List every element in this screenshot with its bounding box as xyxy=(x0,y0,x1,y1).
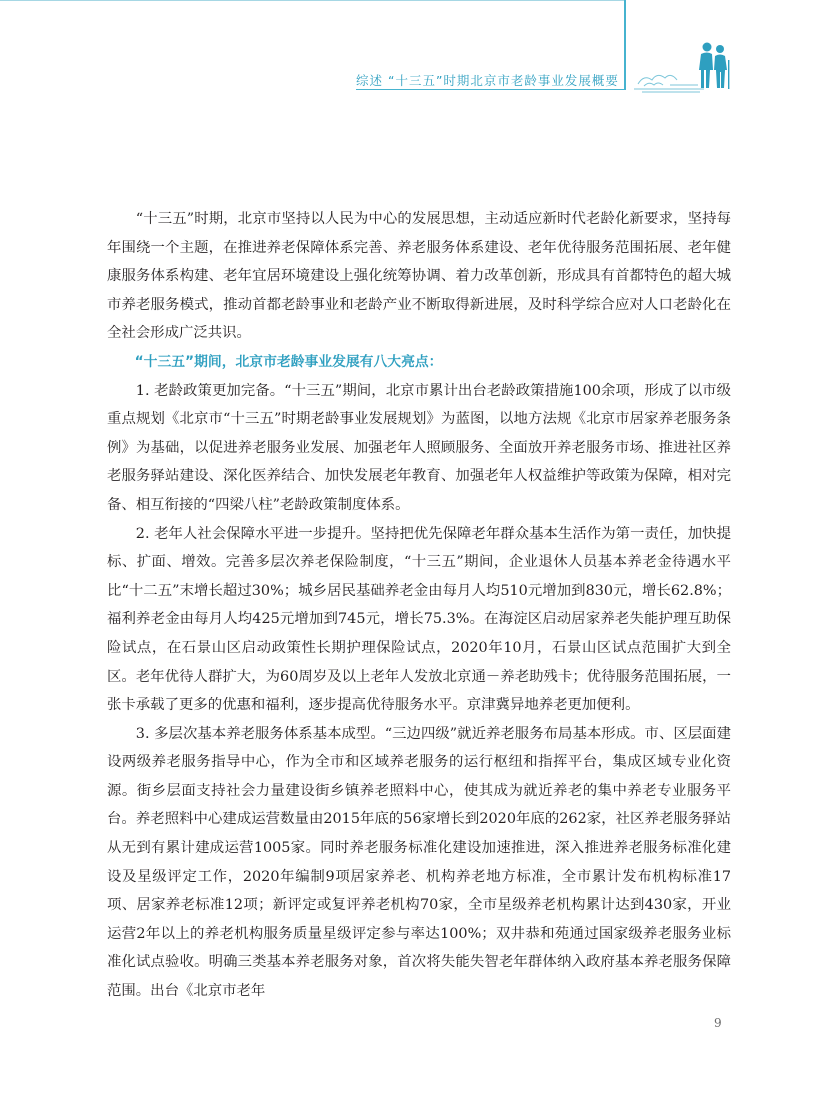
elderly-couple-icon xyxy=(696,40,732,90)
paragraph-intro: “十三五”时期，北京市坚持以人民为中心的发展思想，主动适应新时代老龄化新要求，坚持每年围绕一个主题，在推进养老保障体系完善、养老服务体系建设、老年优待服务范围拓展、老年健康服务体系构建、老年宜居环境建设上强化统筹协调、着力改革创新，形成具有首都特色的超大城市养老服务模式，推动首都老龄事业和老龄产业不断取得新进展，及时科学综合应对人口老龄化在全社会形成广泛共识。 xyxy=(107,211,731,342)
header-vertical-rule xyxy=(624,0,626,90)
cloud-ornament-icon xyxy=(634,64,704,94)
paragraph-highlight-3: 3. 多层次基本养老服务体系基本成型。“三边四级”就近养老服务布局基本形成。市、区层面建设两级养老服务指导中心，作为全市和区域养老服务的运行枢纽和指挥平台，集成区域专业化资源。街乡层面支持社会力量建设街乡镇养老照料中心，使其成为就近养老的集中养老专业服务平台。养老照料中心建成运营数量由2015年底的56家增长到2020年底的262家，社区养老服务驿站从无到有累计建成运营1005家。同时养老服务标准化建设加速推进，深入推进养老服务标准化建设及星级评定工作，2020年编制9项居家养老、机构养老地方标准，全市累计发布机构标准17项、居家养老标准12项；新评定或复评养老机构70家，全市星级养老机构累计达到430家，开业运营2年以上的养老机构服务质量星级评定参与率达100%；双井恭和苑通过国家级养老服务业标准化试点验收。明确三类基本养老服务对象，首次将失能失智老年群体纳入政府基本养老服务保障范围。出台《北京市老年 xyxy=(107,725,731,1000)
paragraph-highlight-2: 2. 老年人社会保障水平进一步提升。坚持把优先保障老年群众基本生活作为第一责任，加快提标、扩面、增效。完善多层次养老保险制度，“十三五”期间，企业退休人员基本养老金待遇水平比“十二五”末增长超过30%；城乡居民基础养老金由每月人均510元增加到830元，增长62.8%；福利养老金由每月人均425元增加到745元，增长75.3%。在海淀区启动居家养老失能护理互助保险试点，在石景山区启动政策性长期护理保险试点，2020年10月，石景山区试点范围扩大到全区。老年优待人群扩大，为60周岁及以上老年人发放北京通－养老助残卡；优待服务范围拓展，一张卡承载了更多的优惠和福利，逐步提高优待服务水平。京津冀异地养老更加便利。 xyxy=(107,525,731,714)
article-body xyxy=(107,205,731,1006)
paragraph-highlight-1: 1. 老龄政策更加完备。“十三五”期间，北京市累计出台老龄政策措施100余项，形成了以市级重点规划《北京市“十三五”时期老龄事业发展规划》为蓝图，以地方法规《北京市居家养老服务条例》为基础，以促进养老服务业发展、加强老年人照顾服务、全面放开养老服务市场、推进社区养老服务驿站建设、深化医养结合、加快发展老年教育、加强老年人权益维护等政策为保障，相对完备、相互衔接的“四梁八柱”老龄政策制度体系。 xyxy=(107,382,731,513)
page-number: 9 xyxy=(714,1016,722,1030)
header-top-rule xyxy=(0,0,624,1)
running-title: 综述 “十三五”时期北京市老龄事业发展概要 xyxy=(356,73,619,88)
header-underline xyxy=(356,89,624,90)
section-subhead: “十三五”期间，北京市老龄事业发展有八大亮点： xyxy=(134,353,443,370)
